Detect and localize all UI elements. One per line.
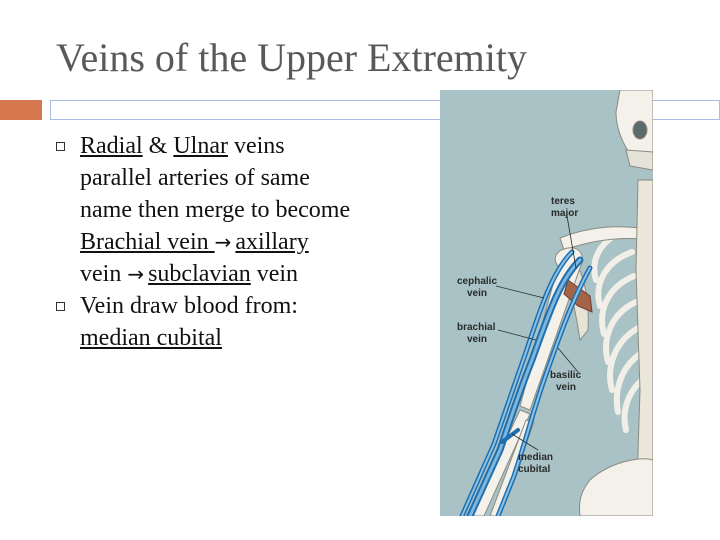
arrow-right-icon: → (214, 230, 232, 254)
bullet-item-draw-blood (56, 290, 356, 354)
label-median-2: cubital (518, 464, 551, 475)
text-draw-blood: Vein draw blood from: (80, 293, 298, 319)
pelvis-drawing (579, 459, 653, 516)
label-teres-1: teres (551, 196, 575, 207)
text-vein: vein (80, 261, 128, 287)
bullet-item-veins (56, 130, 356, 290)
arm-veins-svg (440, 90, 653, 516)
term-brachial-vein: Brachial vein (80, 229, 215, 255)
term-median-cubital: median cubital (80, 325, 222, 351)
square-bullet-icon (56, 302, 65, 311)
arm-veins-illustration (440, 90, 653, 516)
bullet-text (80, 130, 352, 290)
bullet-text (80, 290, 352, 354)
text-vein-end: vein (250, 261, 299, 287)
label-basilic-2: vein (556, 382, 577, 393)
arrow-right-icon: → (127, 262, 145, 286)
label-basilic-1: basilic (550, 370, 582, 381)
bullet-list (56, 130, 356, 354)
label-cephalic-2: vein (467, 288, 488, 299)
accent-bar (0, 100, 42, 120)
slide-title: Veins of the Upper Extremity (56, 35, 527, 80)
term-subclavian: subclavian (148, 261, 251, 287)
square-bullet-icon (56, 142, 65, 151)
skull-drawing (616, 90, 653, 170)
label-median-1: median (518, 452, 554, 463)
label-teres-2: major (551, 208, 579, 219)
term-ulnar: Ulnar (173, 133, 228, 159)
term-radial: Radial (80, 133, 143, 159)
text-amp: & (142, 133, 174, 159)
label-brachial-1: brachial (457, 322, 496, 333)
text-parallel: veins parallel arteries of same name then merge to become (80, 133, 351, 223)
label-brachial-2: vein (467, 334, 488, 345)
ribcage-drawing (594, 230, 642, 430)
term-axillary: axillary (235, 229, 309, 255)
label-cephalic-1: cephalic (457, 276, 498, 287)
